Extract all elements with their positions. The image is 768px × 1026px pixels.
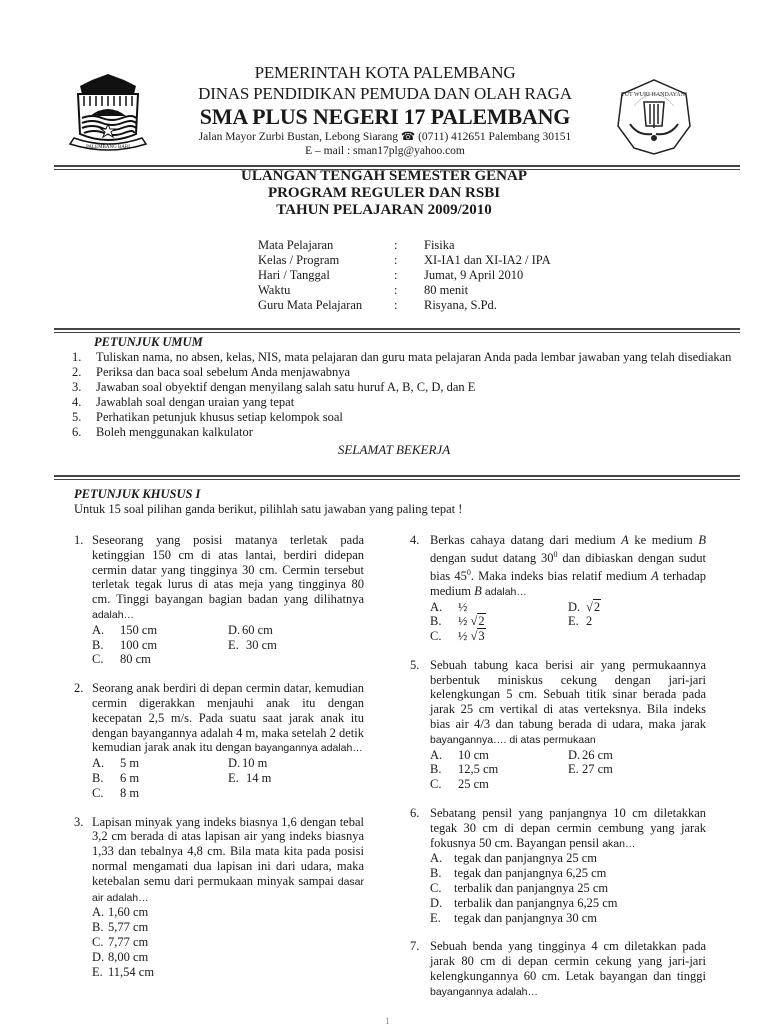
questions-left-column xyxy=(74,533,364,993)
info-row-subject: Mata Pelajaran : Fisika xyxy=(258,238,455,252)
option-e[interactable]: E. 11,54 cm xyxy=(92,964,155,979)
svg-text:TUT WURI HANDAYANI: TUT WURI HANDAYANI xyxy=(621,92,687,98)
exam-title-line-1: ULANGAN TENGAH SEMESTER GENAP xyxy=(240,168,528,184)
info-row-date: Hari / Tanggal : Jumat, 9 April 2010 xyxy=(258,268,524,282)
question-text: Sebatang pensil yang panjangnya 10 cm diletakkan tegak 30 cm di depan cermin cembung yang jarak fokusnya 50 cm. Bayangan pensil akan… xyxy=(430,806,706,850)
question-4: 4. Berkas cahaya datang dari medium A ke medium B dengan sudut datang $30^0$ dan dibiaskan dengan sudut bias $45^0$. Maka indeks bias relatif medium A terhadap medium B adalah… A. ½ D. √2 B. ½ √2 E. 2 C. ½ √3 xyxy=(410,533,707,644)
tut-wuri-handayani-emblem-icon xyxy=(612,76,696,158)
specific-instructions xyxy=(74,487,462,517)
instruction-item: 5. Perhatikan petunjuk khusus setiap kelompok soal xyxy=(72,410,343,424)
square-root-symbol: √2 xyxy=(586,599,601,614)
instruction-item: 3. Jawaban soal obyektif dengan menyilang salah satu huruf A, B, C, D, dan E xyxy=(72,380,476,394)
instruction-item: 4. Jawablah soal dengan uraian yang tepat xyxy=(72,395,295,409)
government-name: PEMERINTAH KOTA PALEMBANG xyxy=(254,63,516,82)
general-instructions-title: PETUNJUK UMUM xyxy=(94,335,203,349)
option-e[interactable]: E. 27 cm xyxy=(568,762,613,777)
question-6: 6. Sebatang pensil yang panjangnya 10 cm diletakkan tegak 30 cm di depan cermin cembung yang jarak fokusnya 50 cm. Bayangan pensil akan… A. tegak dan panjangnya 25 cm B. tegak dan panjangnya 6,25 cm C. terbalik dan panjangnya 25 cm D. terbalik dan panjangnya 6,25 cm E. tegak dan panjangnya 30 cm xyxy=(410,806,706,925)
option-a[interactable]: A. ½ xyxy=(430,599,468,614)
svg-text:PALEMBANG BARI: PALEMBANG BARI xyxy=(86,145,130,150)
square-root-symbol: √3 xyxy=(470,629,485,644)
school-email: E – mail : sman17plg@yahoo.com xyxy=(305,145,465,157)
question-text: Berkas cahaya datang dari medium A ke medium B dengan sudut datang $30^0$ dan dibiaskan dengan sudut bias $45^0$. Maka indeks bias relatif medium A terhadap medium B adalah… xyxy=(430,533,707,598)
question-text: Seseorang yang posisi matanya terletak pada ketinggian 150 cm di atas lantai, berdiri didepan cermin datar yang tingginya 30 cm. Cermin tersebut terletak tegak lurus di atas meja yang tingginya 80 cm. Tinggi bayangan bagian badan yang dilihatnya adalah… xyxy=(92,533,364,621)
question-text: Sebuah benda yang tingginya 4 cm diletakkan pada jarak 80 cm di depan cermin cekung yang jari-jari kelengkungannya 60 cm. Letak bayangan dan tinggi bayangannya adalah… xyxy=(430,939,706,998)
option-c[interactable]: C. 8 m xyxy=(92,785,140,800)
option-b[interactable]: B. 5,77 cm xyxy=(92,920,149,935)
answer-options xyxy=(430,600,706,644)
question-2: 2. Seorang anak berdiri di depan cermin datar, kemudian cermin digerakkan menjauhi anak itu dengan kecepatan 2,5 m/s. Pada suatu saat jarak anak itu dengan bayangannya adalah 4 m, maka setelah 2 detik kemudian jarak anak itu dengan bayangannya adalah… A. 5 m D. 10 m B. 6 m E. 14 m C. 8 m xyxy=(74,681,364,800)
question-text: Sebuah tabung kaca berisi air yang permukaannya berbentuk miniskus cekung dengan jari-jari kelengkungan 5 cm. Sebuah titik sinar berada pada jarak 25 cm vertikal di atas verteksnya. Bila indeks bias air 4/3 dan tabung berada di udara, maka jarak bayangannya…. di atas permukaan xyxy=(430,657,706,746)
option-b[interactable]: B. tegak dan panjangnya 6,25 cm xyxy=(430,866,607,881)
option-d[interactable]: D. 10 m xyxy=(228,756,268,771)
answer-options xyxy=(430,851,706,925)
option-e[interactable]: E. 14 m xyxy=(228,770,272,785)
closing-greeting: SELAMAT BEKERJA xyxy=(337,442,451,457)
info-row-class: Kelas / Program : XI-IA1 dan XI-IA2 / IPA xyxy=(258,253,551,267)
letterhead xyxy=(160,62,610,158)
school-name: SMA PLUS NEGERI 17 PALEMBANG xyxy=(199,104,571,129)
instructions-top-divider xyxy=(54,328,740,333)
square-root-symbol: √2 xyxy=(470,614,485,629)
option-c[interactable]: C. terbalik dan panjangnya 25 cm xyxy=(430,881,609,896)
option-b[interactable]: B. ½ √2 xyxy=(430,614,485,629)
option-a[interactable]: A. tegak dan panjangnya 25 cm xyxy=(430,851,598,866)
instruction-item: 6. Boleh menggunakan kalkulator xyxy=(72,425,253,439)
question-7: 7. Sebuah benda yang tingginya 4 cm diletakkan pada jarak 80 cm di depan cermin cekung yang jari-jari kelengkungannya 60 cm. Letak bayangan dan tinggi bayangannya adalah… xyxy=(410,939,706,998)
option-e[interactable]: E. 30 cm xyxy=(228,637,277,652)
answer-options xyxy=(92,905,364,979)
question-5: 5. Sebuah tabung kaca berisi air yang permukaannya berbentuk miniskus cekung dengan jari-jari kelengkungan 5 cm. Sebuah titik sinar berada pada jarak 25 cm vertikal di atas verteksnya. Bila indeks bias air 4/3 dan tabung berada di udara, maka jarak bayangannya…. di atas permukaan A. 10 cm D. 26 cm B. 12,5 cm E. 27 cm C. 25 cm xyxy=(410,657,706,792)
specific-instructions-title: PETUNJUK KHUSUS I xyxy=(74,487,201,501)
option-d[interactable]: D. 60 cm xyxy=(228,622,273,637)
instructions-bottom-divider xyxy=(54,475,740,480)
exam-title xyxy=(0,168,768,219)
info-row-teacher: Guru Mata Pelajaran : Risyana, S.Pd. xyxy=(258,298,497,312)
option-b[interactable]: B. 100 cm xyxy=(92,637,158,652)
answer-options xyxy=(92,756,364,800)
answer-options xyxy=(92,623,364,667)
option-c[interactable]: C. 25 cm xyxy=(430,777,489,792)
info-row-duration: Waktu : 80 menit xyxy=(258,283,469,297)
palembang-city-emblem-icon xyxy=(62,72,154,156)
option-e[interactable]: E. 2 xyxy=(568,614,593,629)
question-text: Seorang anak berdiri di depan cermin datar, kemudian cermin digerakkan menjauhi anak itu dengan kecepatan 2,5 m/s. Pada suatu saat jarak anak itu dengan bayangannya adalah 4 m, maka setelah 2 detik kemudian jarak anak itu dengan bayangannya adalah… xyxy=(92,681,364,755)
option-b[interactable]: B. 6 m xyxy=(92,770,140,785)
option-c[interactable]: C. ½ √3 xyxy=(430,629,485,644)
general-instructions xyxy=(54,335,734,457)
instruction-item: 2. Periksa dan baca soal sebelum Anda menjawabnya xyxy=(72,365,351,379)
instruction-item: 1. Tuliskan nama, no absen, kelas, NIS, mata pelajaran dan guru mata pelajaran Anda pada lembar jawaban yang telah disediakan xyxy=(72,350,732,364)
option-a[interactable]: A. 5 m xyxy=(92,756,140,771)
question-1: 1. Seseorang yang posisi matanya terletak pada ketinggian 150 cm di atas lantai, berdiri didepan cermin datar yang tingginya 30 cm. Cermin tersebut terletak tegak lurus di atas meja yang tingginya 80 cm. Tinggi bayangan bagian badan yang dilihatnya adalah… A. 150 cm D. 60 cm B. 100 cm E. 30 cm C. 80 cm xyxy=(74,533,364,667)
option-a[interactable]: A. 10 cm xyxy=(430,747,489,762)
option-e[interactable]: E. tegak dan panjangnya 30 cm xyxy=(430,910,598,925)
option-d[interactable]: D. terbalik dan panjangnya 6,25 cm xyxy=(430,895,618,910)
exam-title-line-2: PROGRAM REGULER DAN RSBI xyxy=(267,185,501,201)
department-name: DINAS PENDIDIKAN PEMUDA DAN OLAH RAGA xyxy=(198,84,572,103)
option-b[interactable]: B. 12,5 cm xyxy=(430,762,499,777)
option-d[interactable]: D. 26 cm xyxy=(568,747,613,762)
exam-title-line-3: TAHUN PELAJARAN 2009/2010 xyxy=(276,202,492,218)
question-3: 3. Lapisan minyak yang indeks biasnya 1,6 dengan tebal 3,2 cm berada di atas lapisan air yang indeks biasnya 1,33 dan tebalnya 4,8 cm. Bila mata kita pada posisi normal mengamati dua lapisan ini dari udara, maka ketebalan semu dari permukaan minyak sampai dasar air adalah… A. 1,60 cm B. 5,77 cm C. 7,77 cm D. 8,00 cm E. 11,54 cm xyxy=(74,814,365,979)
specific-instructions-text: Untuk 15 soal pilihan ganda berikut, pilihlah satu jawaban yang paling tepat ! xyxy=(74,502,463,516)
option-d[interactable]: D. √2 xyxy=(568,599,601,614)
page-number: 1 xyxy=(385,1016,390,1026)
school-address: Jalan Mayor Zurbi Bustan, Lebong Siarang ☎ (0711) 412651 Palembang 30151 xyxy=(198,131,572,143)
option-c[interactable]: C. 7,77 cm xyxy=(92,934,149,949)
answer-options xyxy=(430,748,706,792)
exam-info-table xyxy=(258,238,551,313)
option-a[interactable]: A. 1,60 cm xyxy=(92,905,149,920)
option-c[interactable]: C. 80 cm xyxy=(92,652,151,667)
question-text: Lapisan minyak yang indeks biasnya 1,6 dengan tebal 3,2 cm berada di atas lapisan air yang indeks biasnya 1,33 dan tebalnya 4,8 cm. Bila mata kita pada posisi normal mengamati dua lapisan ini dari udara, maka ketebalan semu dari permukaan minyak sampai dasar air adalah… xyxy=(92,814,365,904)
option-a[interactable]: A. 150 cm xyxy=(92,622,158,637)
option-d[interactable]: D. 8,00 cm xyxy=(92,949,149,964)
questions-right-column xyxy=(410,533,706,1014)
